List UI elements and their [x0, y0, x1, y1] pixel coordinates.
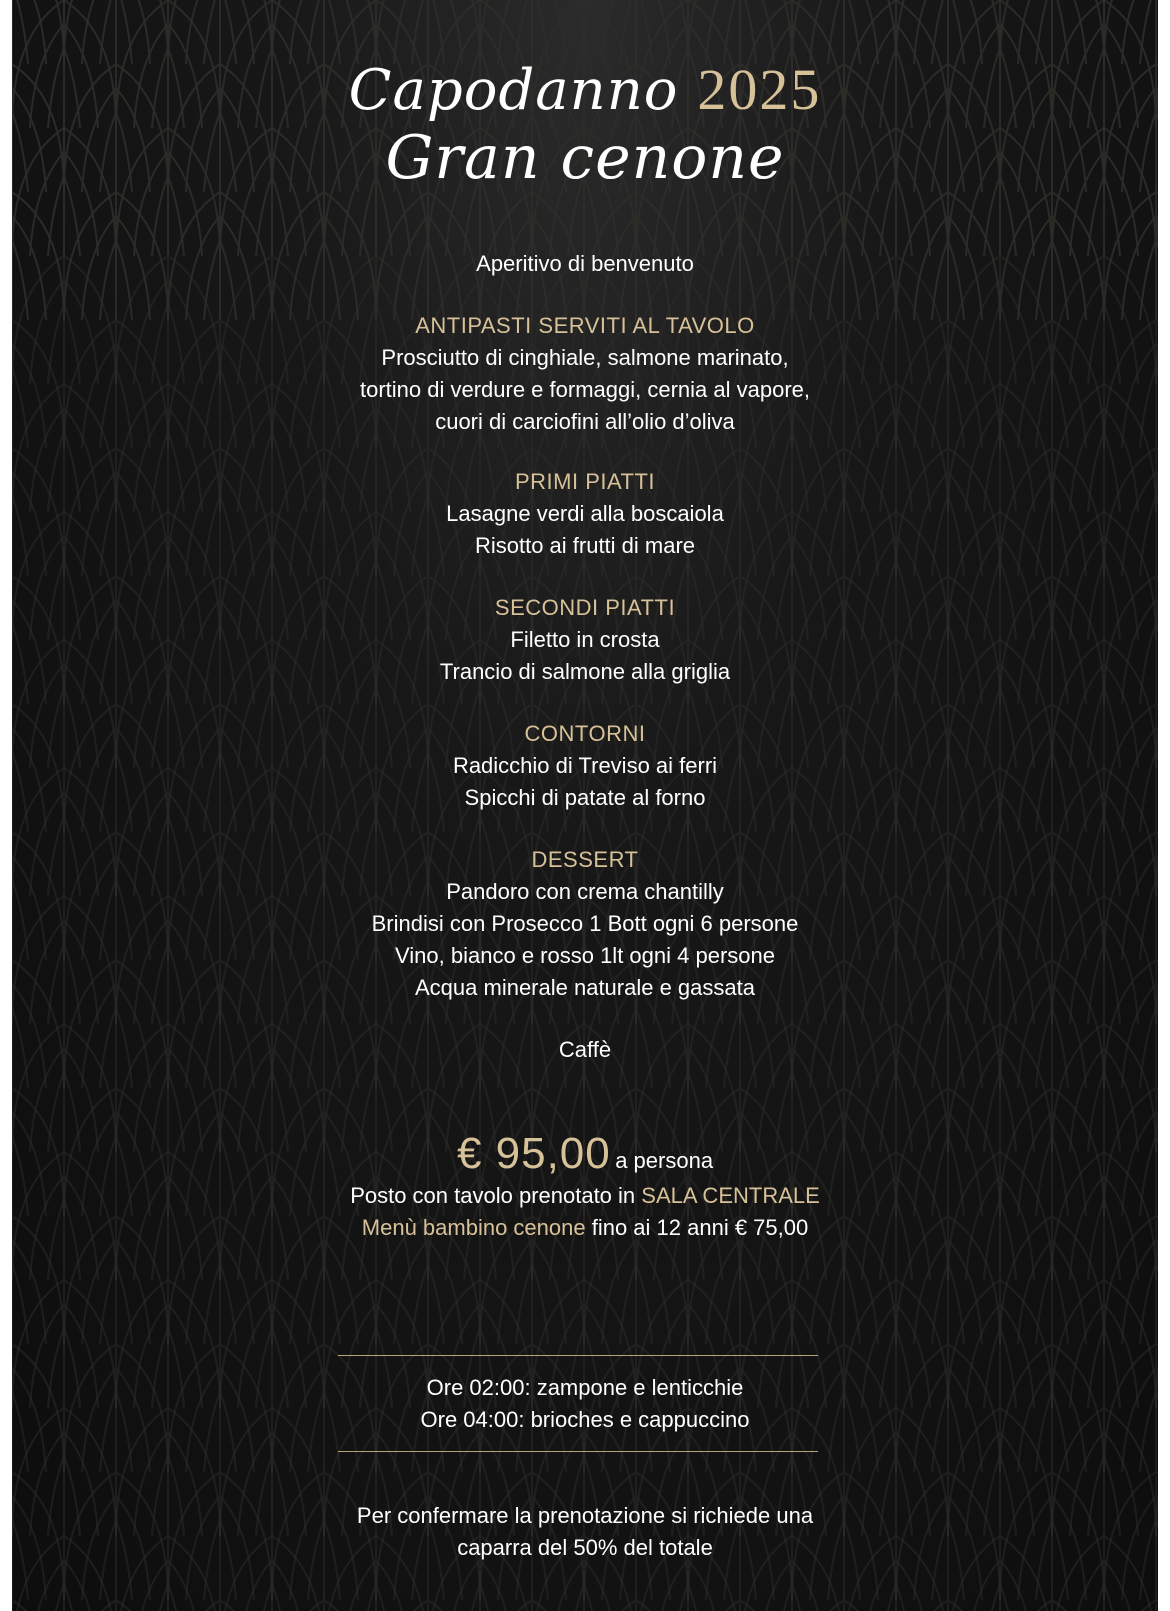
section-line: Prosciutto di cinghiale, salmone marinato,: [381, 345, 789, 370]
seating-text: Posto con tavolo prenotato in: [350, 1183, 636, 1208]
section-line: Brindisi con Prosecco 1 Bott ogni 6 persone: [371, 911, 799, 936]
price-amount: € 95,00: [456, 1129, 611, 1178]
late-night-block: [12, 1372, 1158, 1436]
fan-motif: [896, 1600, 1000, 1611]
fan-motif: [1000, 0, 1104, 64]
fan-motif: [584, 1600, 688, 1611]
section-line: Pandoro con crema chantilly: [446, 879, 724, 904]
fan-motif: [480, 0, 584, 64]
fan-motif: [272, 1600, 376, 1611]
deposit-note: [12, 1500, 1158, 1564]
section-primi: [12, 466, 1158, 562]
fan-motif: [272, 0, 376, 64]
fan-motif: [168, 0, 272, 64]
fan-motif: [896, 0, 1000, 64]
title-year: 2025: [697, 57, 822, 122]
seating-line: [12, 1180, 1158, 1212]
section-line: Risotto ai frutti di mare: [474, 533, 696, 558]
divider-bottom: [338, 1451, 818, 1452]
fan-motif: [584, 0, 688, 64]
fan-motif: [792, 1600, 896, 1611]
title-line-1: [12, 56, 1158, 125]
fan-motif: [376, 0, 480, 64]
fan-motif: [792, 0, 896, 64]
section-heading: ANTIPASTI SERVITI AL TAVOLO: [415, 313, 755, 338]
section-line: Radicchio di Treviso ai ferri: [452, 753, 718, 778]
kids-menu-line: [12, 1212, 1158, 1244]
section-line: Acqua minerale naturale e gassata: [415, 975, 755, 1000]
fan-motif: [1104, 0, 1158, 64]
section-antipasti: [12, 310, 1158, 438]
section-heading: CONTORNI: [524, 721, 646, 746]
section-line: Lasagne verdi alla boscaiola: [446, 501, 724, 526]
section-secondi: [12, 592, 1158, 688]
section-heading: DESSERT: [531, 847, 639, 872]
section-line: Trancio di salmone alla griglia: [439, 659, 731, 684]
late-night-line: Ore 04:00: brioches e cappuccino: [420, 1407, 750, 1432]
seating-highlight: SALA CENTRALE: [641, 1183, 820, 1208]
fan-motif: [376, 1600, 480, 1611]
welcome-text: Aperitivo di benvenuto: [476, 251, 694, 276]
deposit-line: Per confermare la prenotazione si richiede una: [356, 1503, 814, 1528]
kids-menu-text: fino ai 12 anni € 75,00: [591, 1215, 809, 1240]
title-word: Capodanno: [348, 58, 679, 123]
fan-motif: [480, 1600, 584, 1611]
fan-motif: [168, 1600, 272, 1611]
section-dessert: [12, 844, 1158, 1004]
kids-menu-highlight: Menù bambino cenone: [361, 1215, 586, 1240]
menu-page: [12, 0, 1158, 1611]
fan-motif: [688, 0, 792, 64]
fan-motif: [12, 0, 64, 64]
coffee-text: Caffè: [558, 1037, 612, 1062]
divider-top: [338, 1355, 818, 1356]
section-heading: PRIMI PIATTI: [514, 469, 656, 494]
late-night-line: Ore 02:00: zampone e lenticchie: [426, 1375, 744, 1400]
fan-motif: [64, 1600, 168, 1611]
section-line: cuori di carciofini all’olio d’oliva: [435, 409, 735, 434]
deposit-line: caparra del 50% del totale: [457, 1535, 713, 1560]
section-heading: SECONDI PIATTI: [494, 595, 676, 620]
section-contorni: [12, 718, 1158, 814]
fan-motif: [1000, 1600, 1104, 1611]
section-line: Vino, bianco e rosso 1lt ogni 4 persone: [395, 943, 775, 968]
section-line: Filetto in crosta: [510, 627, 660, 652]
fan-motif: [688, 1600, 792, 1611]
fan-motif: [64, 0, 168, 64]
section-line: tortino di verdure e formaggi, cernia al vapore,: [359, 377, 810, 402]
title-line-2: Gran cenone: [385, 123, 785, 193]
section-line: Spicchi di patate al forno: [464, 785, 706, 810]
price-unit: a persona: [615, 1148, 714, 1173]
